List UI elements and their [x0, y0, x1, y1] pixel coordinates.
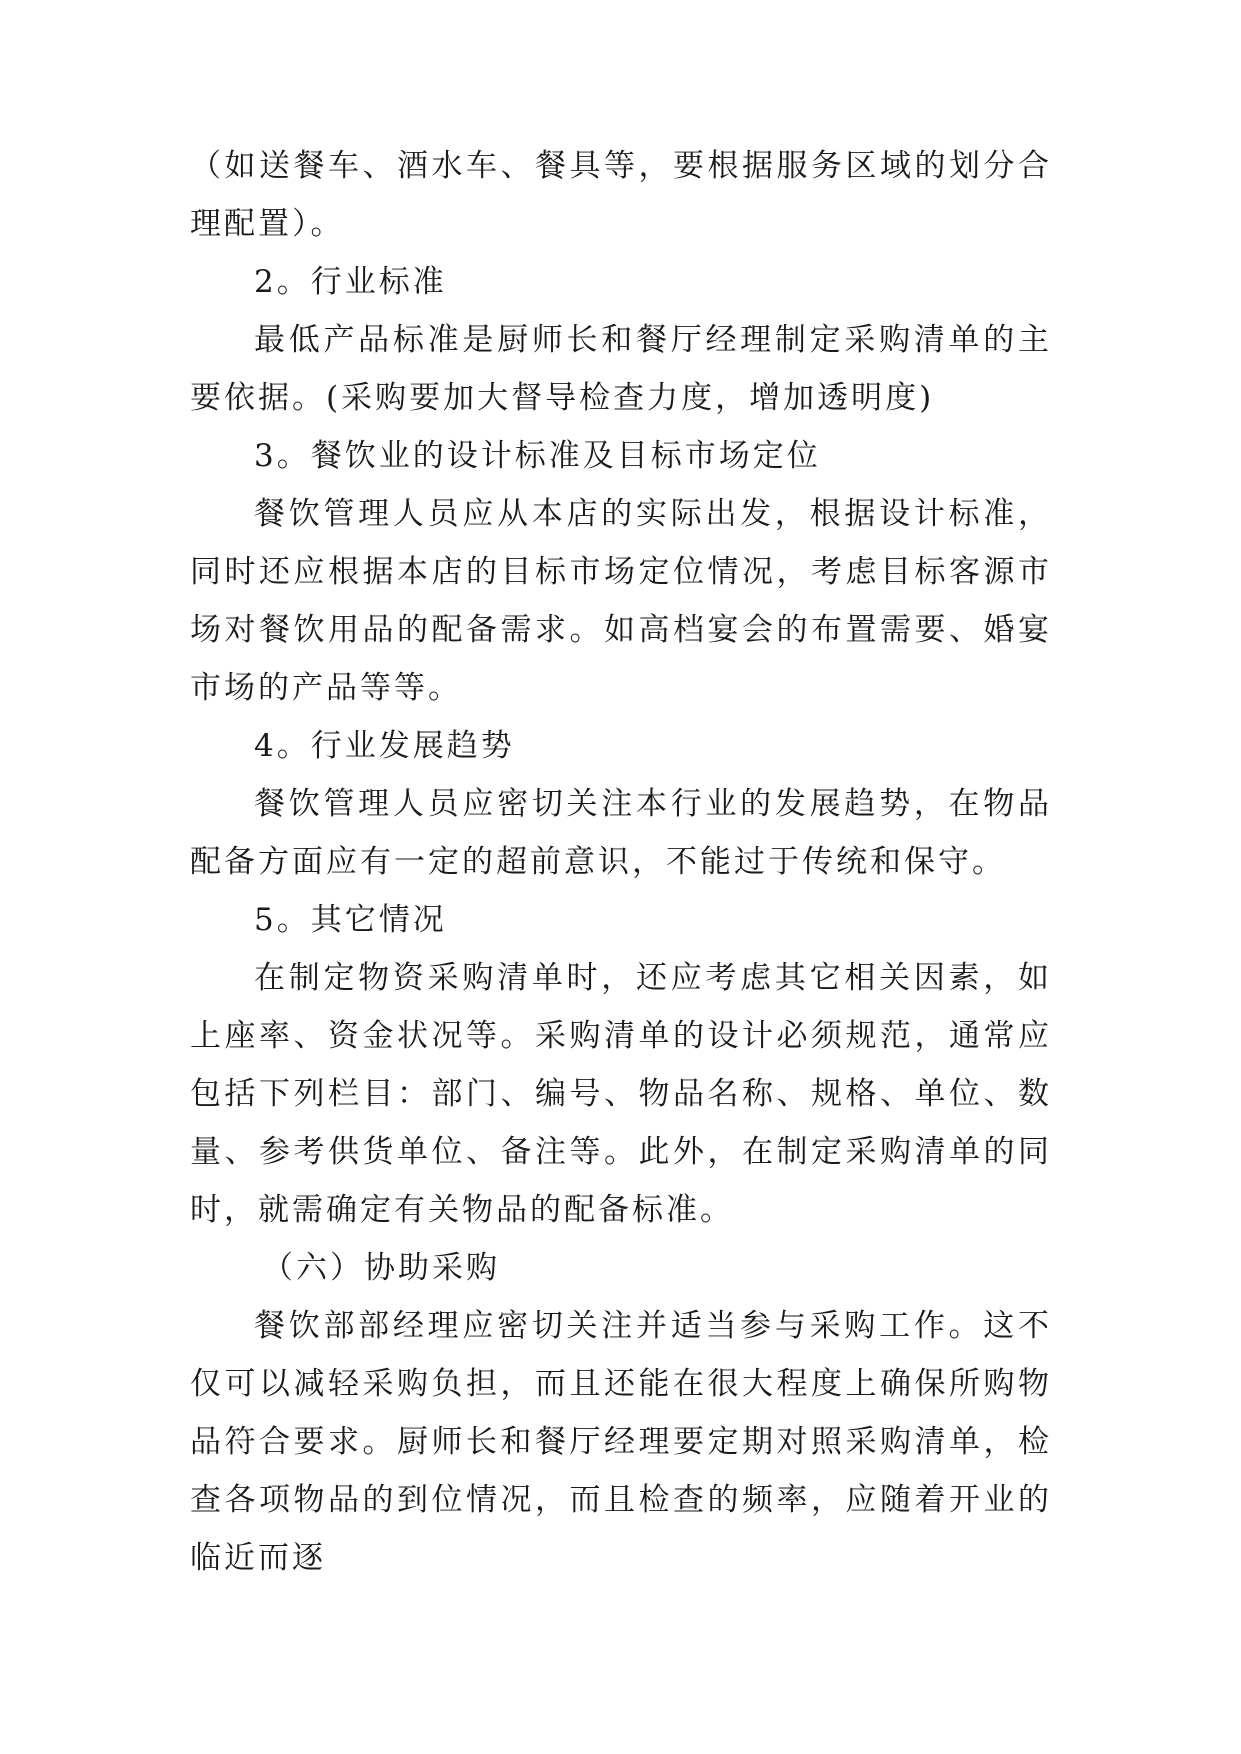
- paragraph-continued: （如送餐车、酒水车、餐具等，要根据服务区域的划分合理配置）。: [190, 148, 1052, 242]
- paragraph-industry-trend: 餐饮管理人员应密切关注本行业的发展趋势，在物品配备方面应有一定的超前意识，不能过于传统和保守。: [190, 786, 1052, 880]
- paragraph-industry-standard: 最低产品标准是厨师长和餐厅经理制定采购清单的主要依据。(采购要加大督导检查力度，增加透明度): [190, 322, 1052, 416]
- heading-assist-purchasing: （六）协助采购: [262, 1250, 500, 1286]
- paragraph-other-conditions: 在制定物资采购清单时，还应考虑其它相关因素，如上座率、资金状况等。采购清单的设计必须规范，通常应包括下列栏目：部门、编号、物品名称、规格、单位、数量、参考供货单位、备注等。此外，在制定采购清单的同时，就需确定有关物品的配备标准。: [190, 960, 1052, 1228]
- heading-design-standard: 3。餐饮业的设计标准及目标市场定位: [254, 438, 821, 474]
- heading-industry-standard: 2。行业标准: [254, 264, 447, 300]
- paragraph-design-standard: 餐饮管理人员应从本店的实际出发，根据设计标准，同时还应根据本店的目标市场定位情况，考虑目标客源市场对餐饮用品的配备需求。如高档宴会的布置需要、婚宴市场的产品等等。: [190, 496, 1052, 706]
- paragraph-assist-purchasing: 餐饮部部经理应密切关注并适当参与采购工作。这不仅可以减轻采购负担，而且还能在很大程度上确保所购物品符合要求。厨师长和餐厅经理要定期对照采购清单，检查各项物品的到位情况，而且检查的频率，应随着开业的临近而逐: [190, 1308, 1052, 1576]
- heading-other-conditions: 5。其它情况: [254, 902, 447, 938]
- heading-industry-trend: 4。行业发展趋势: [254, 728, 515, 764]
